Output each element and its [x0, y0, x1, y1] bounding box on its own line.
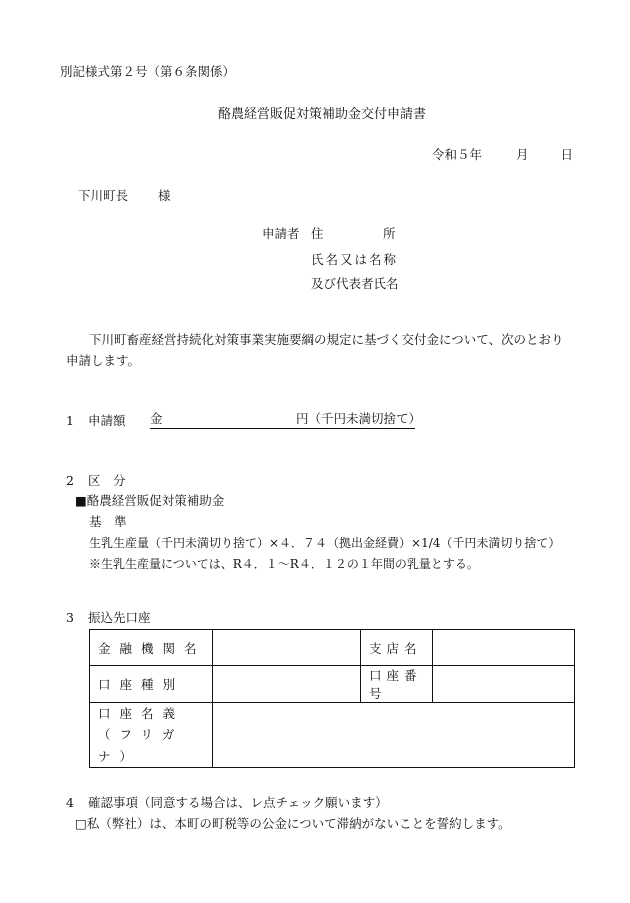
account-number-label: 口座番号 — [361, 666, 433, 703]
name-label: 氏名又は名称 — [311, 252, 399, 267]
confirmation-row — [75, 818, 511, 831]
basis-note: ※生乳生産量については、R４．１～R４．１２の１年間の乳量とする。 — [89, 557, 479, 571]
date-day[interactable]: 日 — [560, 147, 573, 162]
body-line-1: 下川町畜産経営持続化対策事業実施要綱の規定に基づく交付金について、次のとおり — [89, 332, 564, 347]
basis-formula: 生乳生産量（千円未満切り捨て）×４．７４（拠出金経費）×1/4（千円未満切り捨て） — [89, 536, 561, 550]
bank-account-table — [89, 629, 575, 768]
account-type-cell[interactable] — [213, 666, 361, 703]
account-number-cell[interactable] — [433, 666, 575, 703]
section-1-number: 1 — [66, 413, 74, 428]
body-line-2: 申請します。 — [66, 353, 141, 368]
account-holder-cell[interactable] — [213, 703, 575, 768]
date-month[interactable]: 月 — [515, 147, 529, 162]
representative-label: 及び代表者氏名 — [311, 276, 399, 291]
amount-suffix: 円（千円未満切捨て） — [296, 411, 422, 426]
form-number: 別記様式第２号（第６条関係） — [60, 64, 236, 79]
bank-name-label: 金融機関名 — [90, 630, 213, 666]
furigana-label: （フリガナ） — [98, 727, 184, 764]
date-line — [432, 149, 573, 162]
applicant-label: 申請者 — [262, 226, 300, 241]
section-3-label: 振込先口座 — [88, 610, 151, 625]
page-title: 酪農経営販促対策補助金交付申請書 — [218, 107, 427, 122]
section-2-label: 区 分 — [88, 473, 126, 488]
category-item: ■酪農経営販促対策補助金 — [75, 493, 225, 508]
branch-name-label: 支店名 — [361, 630, 433, 666]
address-label-2: 所 — [383, 226, 396, 241]
section-4-label: 確認事項（同意する場合は、レ点チェック願います） — [88, 795, 388, 810]
section-1-label: 申請額 — [88, 413, 126, 428]
addressee — [78, 190, 171, 203]
addressee-honorific: 様 — [157, 188, 171, 203]
confirmation-checkbox[interactable]: □ — [75, 816, 87, 831]
branch-name-cell[interactable] — [433, 630, 575, 666]
account-holder-label-cell — [90, 703, 213, 768]
amount-field[interactable] — [150, 411, 422, 429]
section-2-number: 2 — [66, 473, 74, 488]
account-type-label: 口座種別 — [90, 666, 213, 703]
account-holder-label: 口座名義 — [98, 706, 185, 721]
section-3-number: 3 — [66, 610, 74, 625]
addressee-name: 下川町長 — [78, 188, 129, 203]
amount-prefix: 金 — [150, 411, 163, 426]
confirmation-text: 私（弊社）は、本町の町税等の公金について滞納がないことを誓約します。 — [86, 816, 511, 831]
section-4-number: 4 — [66, 795, 74, 810]
address-label-1: 住 — [311, 226, 324, 241]
bank-name-cell[interactable] — [213, 630, 361, 666]
date-era-year: 令和５年 — [432, 147, 483, 162]
basis-label: 基 準 — [89, 514, 127, 529]
